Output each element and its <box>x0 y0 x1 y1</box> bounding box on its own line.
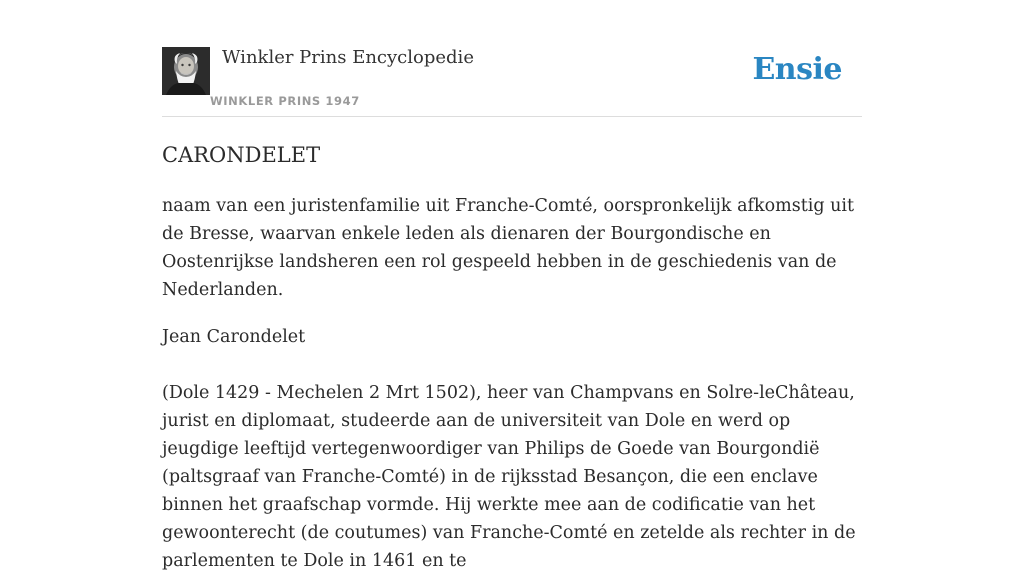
portrait-avatar-icon[interactable] <box>162 47 210 95</box>
article-header <box>162 44 862 117</box>
intro-paragraph: naam van een juristenfamilie uit Franche-Comté, oorspronkelijk afkomstig uit de Bresse, waarvan enkele leden als dienaren der Bourgondische en Oostenrijkse landsheren een rol gespeeld hebben in de geschiedenis van de Nederlanden. <box>162 196 855 300</box>
article-title: CARONDELET <box>162 143 321 167</box>
biography-paragraph: (Dole 1429 - Mechelen 2 Mrt 1502), heer van Champvans en Solre-leChâteau, jurist en diplomaat, studeerde aan de universiteit van Dole en werd op jeugdige leeftijd vertegenwoordiger van Philips de Goede van Bourgondië (paltsgraaf van Franche-Comté) in de rijksstad Besançon, die een enclave binnen het graafschap vormde. Hij werkte mee aan de codificatie van het gewoonterecht (de coutumes) van Franche-Comté en zetelde als rechter in de parlementen te Dole in 1461 en te <box>162 383 856 571</box>
source-subtitle: WINKLER PRINS 1947 <box>210 94 360 108</box>
ensie-logo[interactable]: Ensie <box>752 52 842 87</box>
person-heading: Jean Carondelet <box>162 327 306 347</box>
source-title[interactable]: Winkler Prins Encyclopedie <box>222 47 474 68</box>
article-content <box>162 140 866 575</box>
